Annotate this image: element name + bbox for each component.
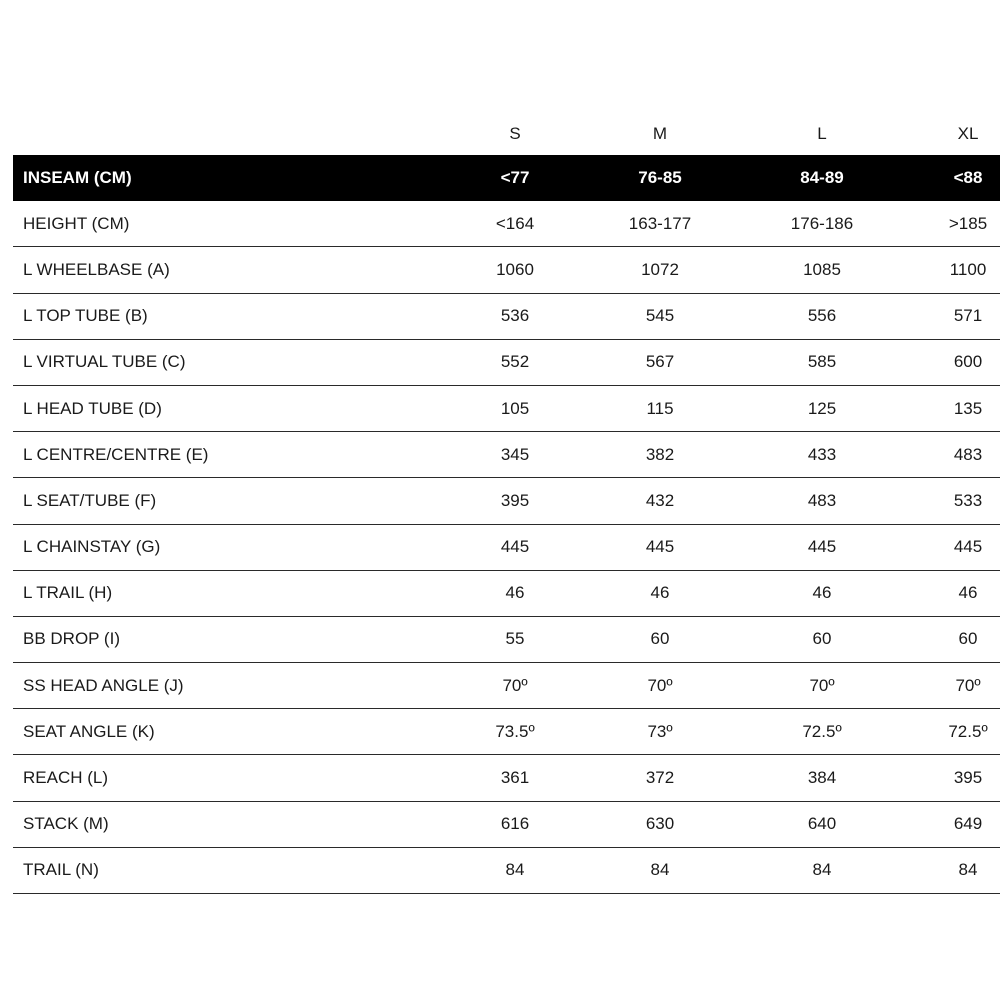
row-value-xl: 60 — [958, 629, 978, 649]
row-value-l: 84-89 — [800, 168, 844, 188]
table-row — [13, 386, 1000, 432]
row-label: SS HEAD ANGLE (J) — [23, 675, 184, 695]
row-value-l: 84 — [812, 860, 832, 880]
row-value-s: 361 — [500, 768, 530, 788]
row-value-m: 372 — [645, 768, 675, 788]
row-value-l: 72.5º — [802, 721, 842, 741]
row-value-s: <164 — [495, 213, 535, 233]
row-value-l: 445 — [807, 537, 837, 557]
table-row — [13, 201, 1000, 247]
table-row — [13, 848, 1000, 894]
row-value-l: 46 — [812, 583, 832, 603]
row-value-s: 105 — [500, 398, 530, 418]
row-label: L TRAIL (H) — [23, 583, 113, 603]
row-value-l: 1085 — [803, 259, 841, 279]
row-label: BB DROP (I) — [23, 629, 120, 649]
table-row — [13, 709, 1000, 755]
row-value-l: 176-186 — [790, 213, 854, 233]
row-value-l: 70º — [809, 675, 835, 695]
row-value-xl: 46 — [958, 583, 978, 603]
table-row — [13, 432, 1000, 478]
row-value-xl: 70º — [955, 675, 981, 695]
table-row — [13, 525, 1000, 571]
row-value-s: 1060 — [496, 259, 534, 279]
row-value-m: 84 — [650, 860, 670, 880]
table-row — [13, 294, 1000, 340]
row-value-xl: 483 — [953, 444, 983, 464]
row-value-l: 483 — [807, 490, 837, 510]
row-value-s: 395 — [500, 490, 530, 510]
row-value-l: 60 — [812, 629, 832, 649]
row-value-xl: 1100 — [949, 259, 987, 279]
table-row — [13, 571, 1000, 617]
row-value-s: 55 — [505, 629, 525, 649]
row-value-xl: 649 — [953, 814, 983, 834]
row-label: STACK (M) — [23, 814, 109, 834]
row-value-s: 70º — [502, 675, 528, 695]
table-body — [13, 155, 1000, 894]
row-label: REACH (L) — [23, 768, 109, 788]
table-row — [13, 478, 1000, 524]
row-value-m: 567 — [645, 352, 675, 372]
row-value-l: 433 — [807, 444, 837, 464]
row-value-m: 445 — [645, 537, 675, 557]
table-row — [13, 340, 1000, 386]
row-value-xl: 395 — [953, 768, 983, 788]
row-value-s: 616 — [500, 814, 530, 834]
row-value-xl: 571 — [953, 306, 983, 326]
size-header-l: L — [817, 124, 827, 143]
row-value-m: 630 — [645, 814, 675, 834]
row-label: L TOP TUBE (B) — [23, 306, 148, 326]
row-label: SEAT ANGLE (K) — [23, 721, 155, 741]
row-value-m: 163-177 — [628, 213, 692, 233]
size-header-xl: XL — [957, 124, 979, 143]
row-label: L WHEELBASE (A) — [23, 259, 170, 279]
row-value-m: 46 — [650, 583, 670, 603]
row-value-xl: 84 — [958, 860, 978, 880]
row-value-m: 76-85 — [638, 168, 682, 188]
row-value-l: 125 — [807, 398, 837, 418]
row-value-m: 432 — [645, 490, 675, 510]
row-label: L CENTRE/CENTRE (E) — [23, 444, 209, 464]
row-value-l: 384 — [807, 768, 837, 788]
geometry-table — [13, 110, 1000, 894]
row-value-xl: 135 — [953, 398, 983, 418]
row-value-s: <77 — [500, 168, 530, 188]
row-value-xl: >185 — [948, 213, 988, 233]
size-header-row — [13, 110, 1000, 155]
row-value-m: 73º — [647, 721, 673, 741]
row-value-s: 84 — [505, 860, 525, 880]
row-label: L SEAT/TUBE (F) — [23, 490, 157, 510]
row-value-l: 640 — [807, 814, 837, 834]
row-value-xl: 600 — [953, 352, 983, 372]
row-value-xl: 533 — [953, 490, 983, 510]
row-label: L VIRTUAL TUBE (C) — [23, 352, 186, 372]
row-value-s: 536 — [500, 306, 530, 326]
row-value-s: 46 — [505, 583, 525, 603]
size-header-s: S — [509, 124, 521, 143]
row-label: L HEAD TUBE (D) — [23, 398, 162, 418]
row-value-m: 545 — [645, 306, 675, 326]
table-row — [13, 247, 1000, 293]
table-row — [13, 802, 1000, 848]
row-value-s: 345 — [500, 444, 530, 464]
row-label: HEIGHT (CM) — [23, 213, 130, 233]
row-value-m: 382 — [645, 444, 675, 464]
size-header-m: M — [652, 124, 668, 143]
row-value-l: 585 — [807, 352, 837, 372]
row-value-xl: 72.5º — [948, 721, 988, 741]
row-label: L CHAINSTAY (G) — [23, 537, 161, 557]
row-value-s: 73.5º — [495, 721, 535, 741]
table-row — [13, 663, 1000, 709]
row-value-s: 445 — [500, 537, 530, 557]
table-row — [13, 755, 1000, 801]
row-value-m: 115 — [646, 398, 674, 418]
row-value-xl: <88 — [953, 168, 983, 188]
row-value-s: 552 — [500, 352, 530, 372]
row-value-m: 1072 — [641, 259, 679, 279]
row-value-m: 70º — [647, 675, 673, 695]
table-row — [13, 155, 1000, 201]
row-label: TRAIL (N) — [23, 860, 99, 880]
row-value-m: 60 — [650, 629, 670, 649]
row-value-l: 556 — [807, 306, 837, 326]
row-value-xl: 445 — [953, 537, 983, 557]
table-row — [13, 617, 1000, 663]
row-label: INSEAM (CM) — [23, 168, 132, 188]
